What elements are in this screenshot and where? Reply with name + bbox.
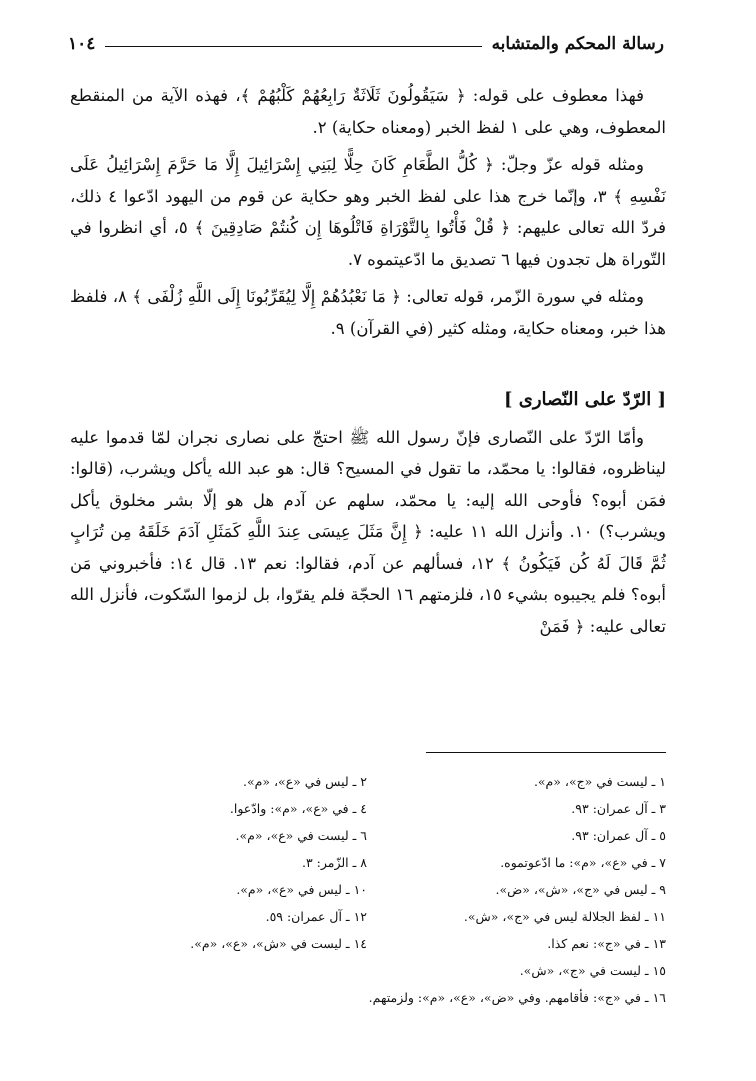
section-spacer bbox=[70, 350, 666, 384]
footnote: ١٥ ـ ليست في «ج»، «ش». bbox=[519, 963, 666, 978]
footnote: ٢ ـ ليس في «ع»، «م». bbox=[243, 774, 367, 789]
footnotes bbox=[88, 768, 666, 1011]
footnote: ٦ ـ ليست في «ع»، «م». bbox=[235, 828, 367, 843]
footnote: ٧ ـ في «ع»، «م»: ما ادّعوتموه. bbox=[500, 855, 666, 870]
page-number: ١٠٤ bbox=[68, 34, 96, 54]
paragraph: ومثله في سورة الزّمر، قوله تعالى: ﴿ مَا نَعْبُدُهُمْ إِلَّا لِيُقَرِّبُونَا إِلَى اللَّهِ زُلْفَى ﴾ ٨، فلفظ هذا خبر، ومعناه حكاية، ومثله كثير (في القرآن) ٩. bbox=[70, 287, 666, 338]
section-heading: [ الرّدّ على النّصارى ] bbox=[503, 389, 666, 410]
footnote: ١٣ ـ في «ج»: نعم كذا. bbox=[547, 936, 666, 951]
footnote: ١ ـ ليست في «ج»، «م». bbox=[533, 774, 666, 789]
footnote: ١٢ ـ آل عمران: ٥٩. bbox=[265, 909, 367, 924]
paragraph: فهذا معطوف على قوله: ﴿ سَيَقُولُونَ ثَلَاثَةٌ رَابِعُهُمْ كَلْبُهُمْ ﴾، فهذه الآية من المنقطع المعطوف، وهي على ١ لفظ الخبر (ومعناه حكاية) ٢. bbox=[70, 86, 666, 137]
footnote: ٤ ـ في «ع»، «م»: وادّعوا. bbox=[229, 801, 367, 816]
paragraph: وأمّا الرّدّ على النّصارى فإنّ رسول الله ﷺ احتجّ على نصارى نجران لمّا قدموا عليه ليناظروه، فقالوا: يا محمّد، ما تقول في المسيح؟ قال: هو عبد الله يأكل ويشرب، (قالوا: فمَن أبوه؟ فأوحى الله إليه: يا محمّد، سلهم عن آدم هل هو إلّا بشر مخلوق يأكل ويشرب؟) ١٠. وأنزل الله ١١ عليه: ﴿ إِنَّ مَثَلَ عِيسَى عِندَ اللَّهِ كَمَثَلِ آدَمَ خَلَقَهُ مِن تُرَابٍ ثُمَّ قَالَ لَهُ كُن فَيَكُونُ ﴾ ١٢، فسألهم عن آدم، فقالوا: نعم ١٣. قال ١٤: فأخبروني مَن أبوه؟ فلم يجيبوه بشيء ١٥، فلزمتهم ١٦ الحجّة فلم يقرّوا، بل لزموا السّكوت، فأنزل الله تعالى عليه: ﴿ فَمَنْ bbox=[70, 427, 666, 636]
footnote: ١٦ ـ في «ج»: فأقامهم. وفي «ض»، «ع»، «م»: ولزمتهم. bbox=[368, 990, 666, 1005]
main-text bbox=[70, 80, 666, 648]
header-rule bbox=[105, 46, 481, 47]
footnote: ١٠ ـ ليس في «ع»، «م». bbox=[236, 882, 367, 897]
book-title: رسالة المحكم والمتشابه bbox=[491, 34, 664, 54]
footnote: ٣ ـ آل عمران: ٩٣. bbox=[571, 801, 666, 816]
footnote-separator bbox=[426, 752, 666, 753]
footnote: ٩ ـ ليس في «ج»، «ش»، «ض». bbox=[495, 882, 666, 897]
footnote: ١١ ـ لفظ الجلالة ليس في «ج»، «ش». bbox=[463, 909, 666, 924]
footnote: ١٤ ـ ليست في «ش»، «ع»، «م». bbox=[190, 936, 367, 951]
footnote: ٥ ـ آل عمران: ٩٣. bbox=[571, 828, 666, 843]
page-header bbox=[68, 34, 664, 54]
paragraph: ومثله قوله عزّ وجلّ: ﴿ كُلُّ الطَّعَامِ كَانَ حِلًّا لِبَنِي إِسْرَائِيلَ إِلَّا مَا حَرَّمَ إِسْرَائِيلُ عَلَى نَفْسِهِ ﴾ ٣، وإنّما خرج هذا على لفظ الخبر وهو حكاية عن قوم من اليهود ادّعوا ٤ ذلك، فردّ الله تعالى عليهم: ﴿ قُلْ فَأْتُوا بِالتَّوْرَاةِ فَاتْلُوهَا إِن كُنتُمْ صَادِقِينَ ﴾ ٥، أي انظروا في التّوراة هل تجدون فيها ٦ تصديق ما ادّعيتموه ٧. bbox=[70, 155, 666, 269]
footnote: ٨ ـ الزّمر: ٣. bbox=[302, 855, 367, 870]
